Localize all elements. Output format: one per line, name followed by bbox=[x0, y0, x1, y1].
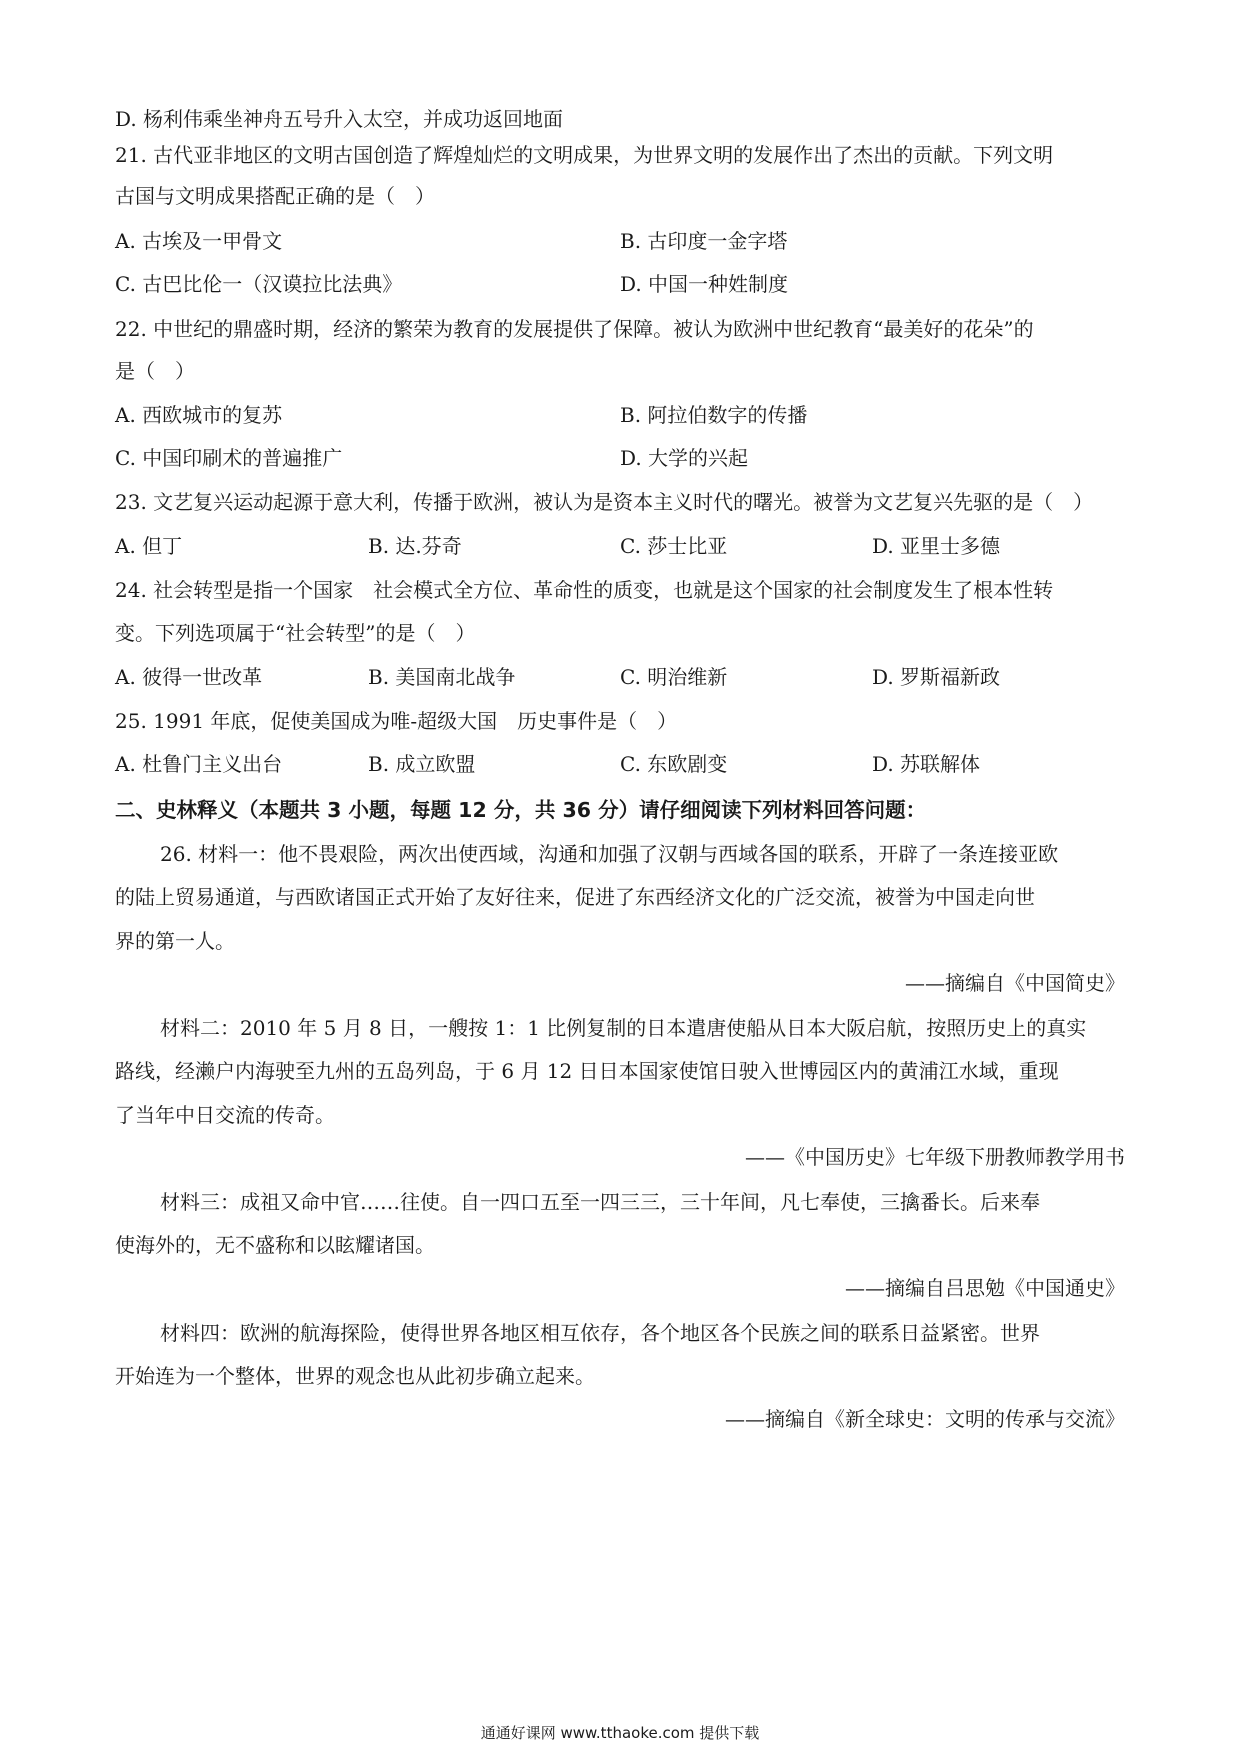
q21-stem: 21. 古代亚非地区的文明古国创造了辉煌灿烂的文明成果，为世界文明的发展作出了杰出的贡献。下列文明 bbox=[115, 143, 1054, 167]
q25-option-c: C. 东欧剧变 bbox=[620, 752, 728, 776]
q23-option-c: C. 莎士比亚 bbox=[620, 534, 728, 558]
material-4-line-1: 材料四：欧洲的航海探险，使得世界各地区相互依存，各个地区各个民族之间的联系日益紧密。世界 bbox=[160, 1321, 1040, 1345]
q24-option-a: A. 彼得一世改革 bbox=[115, 665, 263, 689]
q24-option-b: B. 美国南北战争 bbox=[368, 665, 516, 689]
q24-option-d: D. 罗斯福新政 bbox=[872, 665, 1001, 689]
q23-stem: 23. 文艺复兴运动起源于意大利，传播于欧洲，被认为是资本主义时代的曙光。被誉为文艺复兴先驱的是（ ） bbox=[115, 490, 1094, 514]
material-4-line-2: 开始连为一个整体，世界的观念也从此初步确立起来。 bbox=[115, 1364, 595, 1388]
q22-stem-cont: 是（ ） bbox=[115, 359, 195, 383]
q25-option-a: A. 杜鲁门主义出台 bbox=[115, 752, 283, 776]
material-1-line-1: 26. 材料一：他不畏艰险，两次出使西域，沟通和加强了汉朝与西域各国的联系，开辟了一条连接亚欧 bbox=[160, 842, 1059, 866]
q22-stem: 22. 中世纪的鼎盛时期，经济的繁荣为教育的发展提供了保障。被认为欧洲中世纪教育“最美好的花朵”的 bbox=[115, 317, 1034, 341]
q21-option-d: D. 中国一种姓制度 bbox=[620, 272, 789, 296]
material-1-line-3: 界的第一人。 bbox=[115, 929, 235, 953]
material-3-source: ——摘编自吕思勉《中国通史》 bbox=[845, 1276, 1125, 1300]
material-4-source: ——摘编自《新全球史：文明的传承与交流》 bbox=[725, 1407, 1125, 1431]
q24-option-c: C. 明治维新 bbox=[620, 665, 728, 689]
q21-option-c: C. 古巴比伦一（汉谟拉比法典》 bbox=[115, 272, 403, 296]
q22-option-c: C. 中国印刷术的普遍推广 bbox=[115, 446, 343, 470]
section-heading: 二、史林释义（本题共 3 小题，每题 12 分，共 36 分）请仔细阅读下列材料回答问题： bbox=[115, 798, 927, 822]
q23-option-b: B. 达.芬奇 bbox=[368, 534, 462, 558]
material-3-line-1: 材料三：成祖又命中官……往使。自一四口五至一四三三，三十年间，凡七奉使，三擒番长。后来奉 bbox=[160, 1190, 1040, 1214]
material-2-source: ——《中国历史》七年级下册教师教学用书 bbox=[745, 1145, 1125, 1169]
q24-stem: 24. 社会转型是指一个国家 社会模式全方位、革命性的质变，也就是这个国家的社会制度发生了根本性转 bbox=[115, 578, 1054, 602]
q23-option-a: A. 但丁 bbox=[115, 534, 183, 558]
page-footer: 通通好课网 www.tthaoke.com 提供下载 bbox=[480, 1724, 760, 1742]
q20-option-d: D. 杨利伟乘坐神舟五号升入太空，并成功返回地面 bbox=[115, 107, 564, 131]
material-3-line-2: 使海外的，无不盛称和以眩耀诸国。 bbox=[115, 1233, 435, 1257]
q21-option-a: A. 古埃及一甲骨文 bbox=[115, 229, 283, 253]
material-2-line-3: 了当年中日交流的传奇。 bbox=[115, 1103, 335, 1127]
q22-option-d: D. 大学的兴起 bbox=[620, 446, 749, 470]
material-2-line-2: 路线，经濑户内海驶至九州的五岛列岛，于 6 月 12 日日本国家使馆日驶入世博园区内的黄浦江水域，重现 bbox=[115, 1059, 1059, 1083]
q21-stem-cont: 古国与文明成果搭配正确的是（ ） bbox=[115, 184, 435, 208]
q25-option-d: D. 苏联解体 bbox=[872, 752, 981, 776]
q25-option-b: B. 成立欧盟 bbox=[368, 752, 476, 776]
q24-stem-cont: 变。下列选项属于“社会转型”的是（ ） bbox=[115, 621, 476, 645]
q22-option-a: A. 西欧城市的复苏 bbox=[115, 403, 283, 427]
material-1-line-2: 的陆上贸易通道，与西欧诸国正式开始了友好往来，促进了东西经济文化的广泛交流，被誉为中国走向世 bbox=[115, 885, 1035, 909]
material-2-line-1: 材料二：2010 年 5 月 8 日，一艘按 1：1 比例复制的日本遣唐使船从日本大阪启航，按照历史上的真实 bbox=[160, 1016, 1087, 1040]
material-1-source: ——摘编自《中国简史》 bbox=[905, 971, 1125, 995]
q23-option-d: D. 亚里士多德 bbox=[872, 534, 1001, 558]
q25-stem: 25. 1991 年底，促使美国成为唯-超级大国 历史事件是（ ） bbox=[115, 709, 678, 733]
q22-option-b: B. 阿拉伯数字的传播 bbox=[620, 403, 808, 427]
q21-option-b: B. 古印度一金字塔 bbox=[620, 229, 788, 253]
